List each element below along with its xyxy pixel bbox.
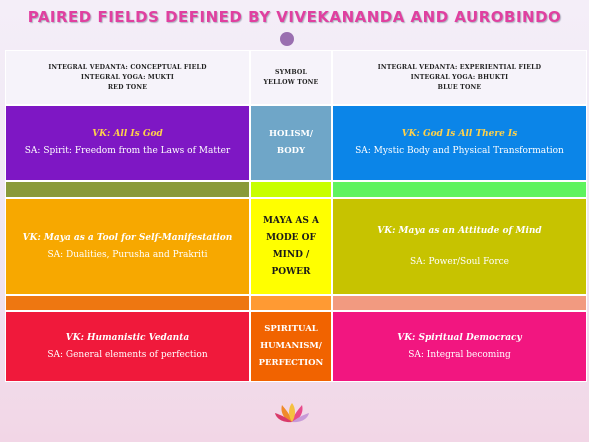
row1-right-vk: VK: God Is All There Is [401, 129, 518, 139]
row1-middle-line: HOLISM/ [268, 129, 314, 139]
band1-left [5, 181, 250, 198]
header-left-line: RED TONE [107, 83, 148, 91]
row2-right-cell [332, 198, 587, 295]
header-right-line: INTEGRAL YOGA: BHUKTI [410, 73, 509, 81]
row3-right-vk: VK: Spiritual Democracy [397, 332, 522, 343]
row1-left-vk: VK: All Is God [92, 129, 163, 139]
row2-middle-line: MIND / [272, 249, 310, 260]
lotus-logo-icon [274, 402, 310, 424]
row3-middle-line: HUMANISM/ [260, 341, 322, 351]
row1-left-cell [5, 105, 250, 181]
page-title: PAIRED FIELDS DEFINED BY VIVEKANANDA AND AUROBINDO [27, 8, 562, 26]
header-middle-line: SYMBOL [274, 68, 308, 76]
row2-left-cell [5, 198, 250, 295]
band1-middle [250, 181, 332, 198]
header-left [5, 50, 250, 105]
header-left-line: INTEGRAL VEDANTA: CONCEPTUAL FIELD [48, 63, 207, 71]
row3-right-cell [332, 311, 587, 382]
row3-middle-cell [250, 311, 332, 382]
band2-right [332, 295, 587, 311]
row1-right-cell [332, 105, 587, 181]
row3-right-sa: SA: Integral becoming [408, 349, 511, 360]
header-right-line: INTEGRAL VEDANTA: EXPERIENTIAL FIELD [377, 63, 542, 71]
row3-left-sa: SA: General elements of perfection [47, 349, 208, 360]
row1-left-sa: SA: Spirit: Freedom from the Laws of Matter [24, 146, 231, 156]
row3-left-vk: VK: Humanistic Vedanta [65, 332, 190, 343]
purple-dot-icon [280, 32, 294, 46]
row1-right-sa: SA: Mystic Body and Physical Transformation [355, 146, 564, 156]
row2-middle-line: POWER [271, 266, 311, 277]
paired-fields-table [5, 50, 587, 405]
row1-middle-cell [250, 105, 332, 181]
row2-right-sa: SA: Power/Soul Force [410, 256, 509, 267]
row2-middle-line: MODE OF [266, 232, 316, 243]
band2-left [5, 295, 250, 311]
header-right [332, 50, 587, 105]
row3-left-cell [5, 311, 250, 382]
header-right-line: BLUE TONE [437, 83, 482, 91]
row1-middle-line: BODY [276, 146, 306, 156]
row2-left-vk: VK: Maya as a Tool for Self-Manifestation [22, 232, 233, 243]
header-middle [250, 50, 332, 105]
row3-middle-line: SPIRITUAL [264, 324, 318, 334]
header-left-line: INTEGRAL YOGA: MUKTI [80, 73, 175, 81]
band1-right [332, 181, 587, 198]
row2-right-vk: VK: Maya as an Attitude of Mind [377, 225, 542, 236]
row3-middle-line: PERFECTION [258, 358, 324, 368]
row2-middle-cell [250, 198, 332, 295]
row2-left-sa: SA: Dualities, Purusha and Prakriti [47, 249, 208, 260]
row2-middle-line: MAYA AS A [262, 215, 320, 226]
band2-middle [250, 295, 332, 311]
header-middle-line: YELLOW TONE [263, 78, 319, 86]
